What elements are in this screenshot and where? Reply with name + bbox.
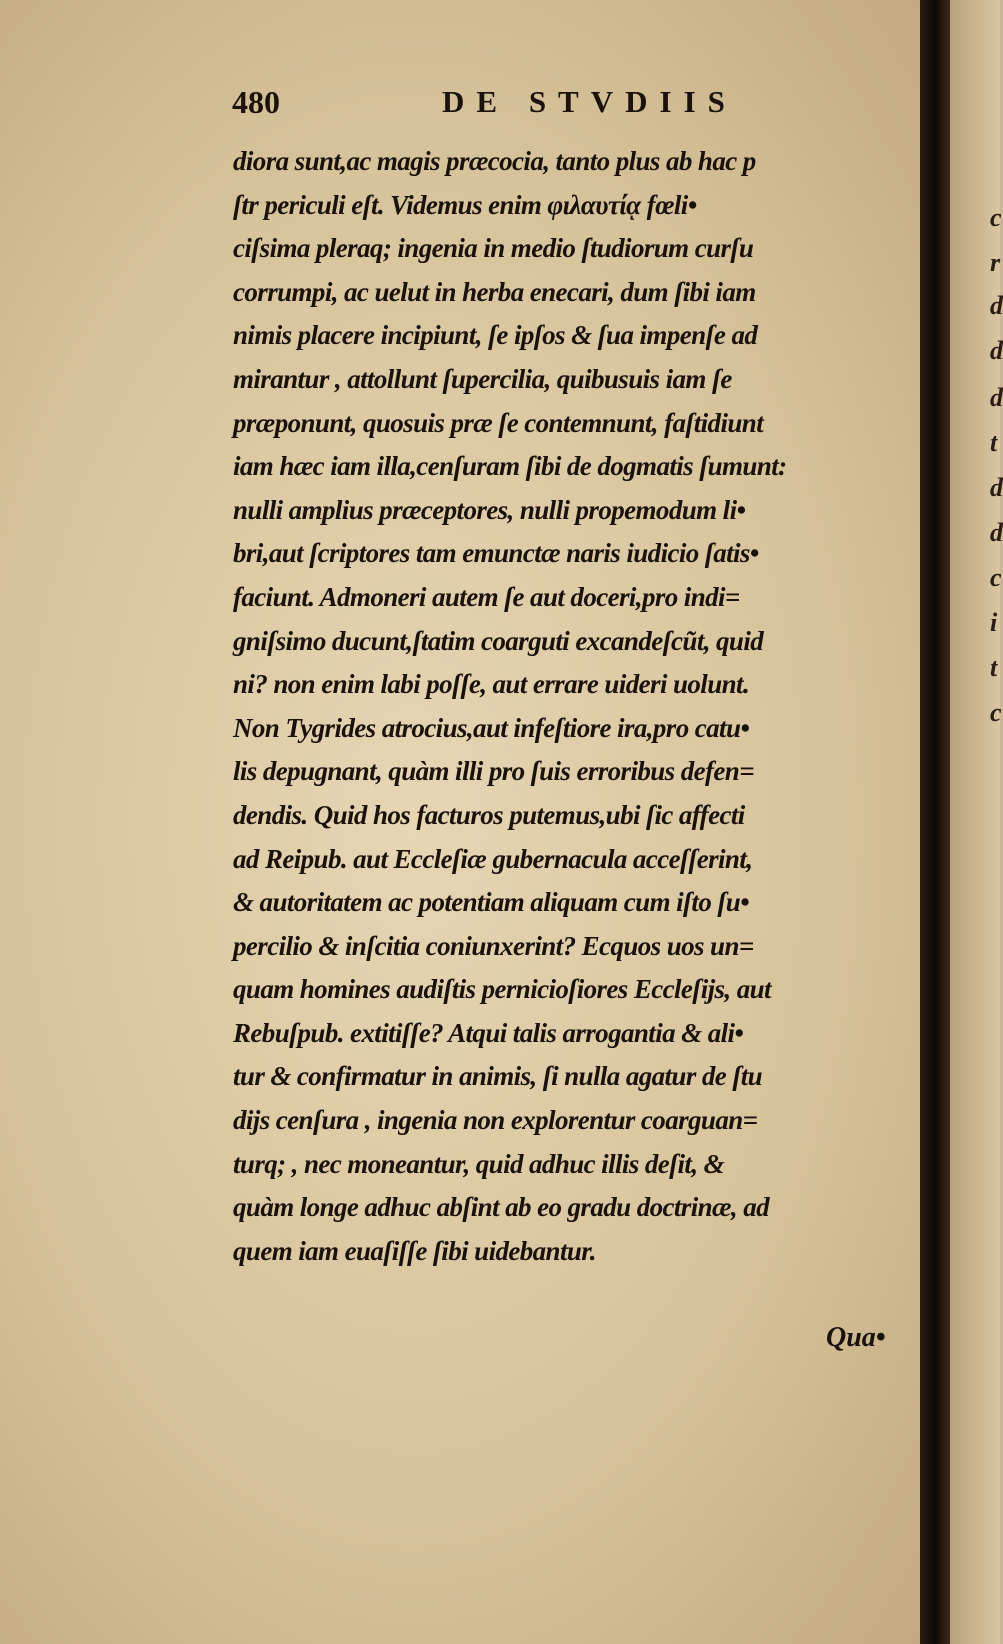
- running-title: DE STVDIIS: [442, 84, 737, 119]
- text-line: Rebuſpub. extitiſſe? Atqui talis arrogantia & ali•: [233, 1017, 744, 1048]
- text-line: ni? non enim labi poſſe, aut errare uideri uolunt.: [233, 669, 750, 700]
- facing-page-letter: d: [990, 473, 1003, 502]
- catchword: Qua•: [826, 1322, 886, 1353]
- text-line: quam homines audiſtis pernicioſiores Eccleſijs, aut: [233, 974, 771, 1005]
- facing-page-letter: c: [990, 698, 1002, 727]
- facing-page-letter: i: [990, 608, 998, 637]
- text-line: & autoritatem ac potentiam aliquam cum iſto ſu•: [233, 887, 750, 918]
- text-line: quem iam euaſiſſe ſibi uidebantur.: [233, 1235, 596, 1266]
- page-number: 480: [232, 84, 280, 120]
- text-line: mirantur , attollunt ſupercilia, quibusuis iam ſe: [233, 363, 732, 394]
- facing-page-letter: d: [990, 336, 1003, 365]
- text-line: gniſsimo ducunt,ſtatim coarguti excandeſcũt, quid: [233, 625, 764, 656]
- text-line: lis depugnant, quàm illi pro ſuis erroribus defen=: [233, 756, 754, 787]
- text-line: turq; , nec moneantur, quid adhuc illis deſit, &: [233, 1148, 725, 1179]
- text-line: faciunt. Admoneri autem ſe aut doceri,pro indi=: [233, 581, 740, 612]
- facing-page-letter: t: [990, 428, 998, 457]
- running-head: [232, 84, 792, 128]
- body-text: [233, 140, 905, 1273]
- facing-page-letter: c: [990, 563, 1002, 592]
- text-line: nulli amplius præceptores, nulli propemodum li•: [233, 494, 746, 525]
- facing-page-letter: c: [990, 203, 1002, 232]
- text-line: iam hæc iam illa,cenſuram ſibi de dogmatis ſumunt:: [233, 451, 787, 482]
- text-line: nimis placere incipiunt, ſe ipſos & ſua impenſe ad: [233, 320, 758, 351]
- book-gutter: [920, 0, 950, 1644]
- text-line: ſtr periculi eſt. Videmus enim φιλαυτίᾳ fœli•: [233, 189, 697, 220]
- text-line: tur & confirmatur in animis, ſi nulla agatur de ſtu: [233, 1061, 763, 1092]
- text-line: dijs cenſura , ingenia non explorentur coarguan=: [233, 1105, 758, 1136]
- text-line: quàm longe adhuc abſint ab eo gradu doctrinæ, ad: [233, 1192, 770, 1223]
- text-line: bri,aut ſcriptores tam emunctæ naris iudicio ſatis•: [233, 538, 759, 569]
- text-line: corrumpi, ac uelut in herba enecari, dum ſibi iam: [233, 276, 756, 307]
- facing-page-edge: [950, 0, 1003, 1644]
- facing-page-letter: d: [990, 518, 1003, 547]
- text-line: ciſsima pleraq; ingenia in medio ſtudiorum curſu: [233, 233, 754, 264]
- facing-page-letter: d: [990, 291, 1003, 320]
- facing-page-letter: r: [990, 248, 1001, 277]
- text-line: percilio & inſcitia coniunxerint? Ecquos uos un=: [233, 930, 754, 961]
- facing-page-letter: t: [990, 653, 998, 682]
- text-line: diora sunt,ac magis præcocia, tanto plus ab hac p: [233, 146, 756, 176]
- text-line: ad Reipub. aut Eccleſiæ gubernacula acceſſerint,: [233, 843, 753, 874]
- text-line: præponunt, quosuis præ ſe contemnunt, faſtidiunt: [233, 407, 764, 438]
- facing-page-letter: d: [990, 383, 1003, 412]
- text-line: dendis. Quid hos facturos putemus,ubi ſic affecti: [233, 799, 745, 830]
- text-line: Non Tygrides atrocius,aut infeſtiore ira,pro catu•: [233, 712, 750, 743]
